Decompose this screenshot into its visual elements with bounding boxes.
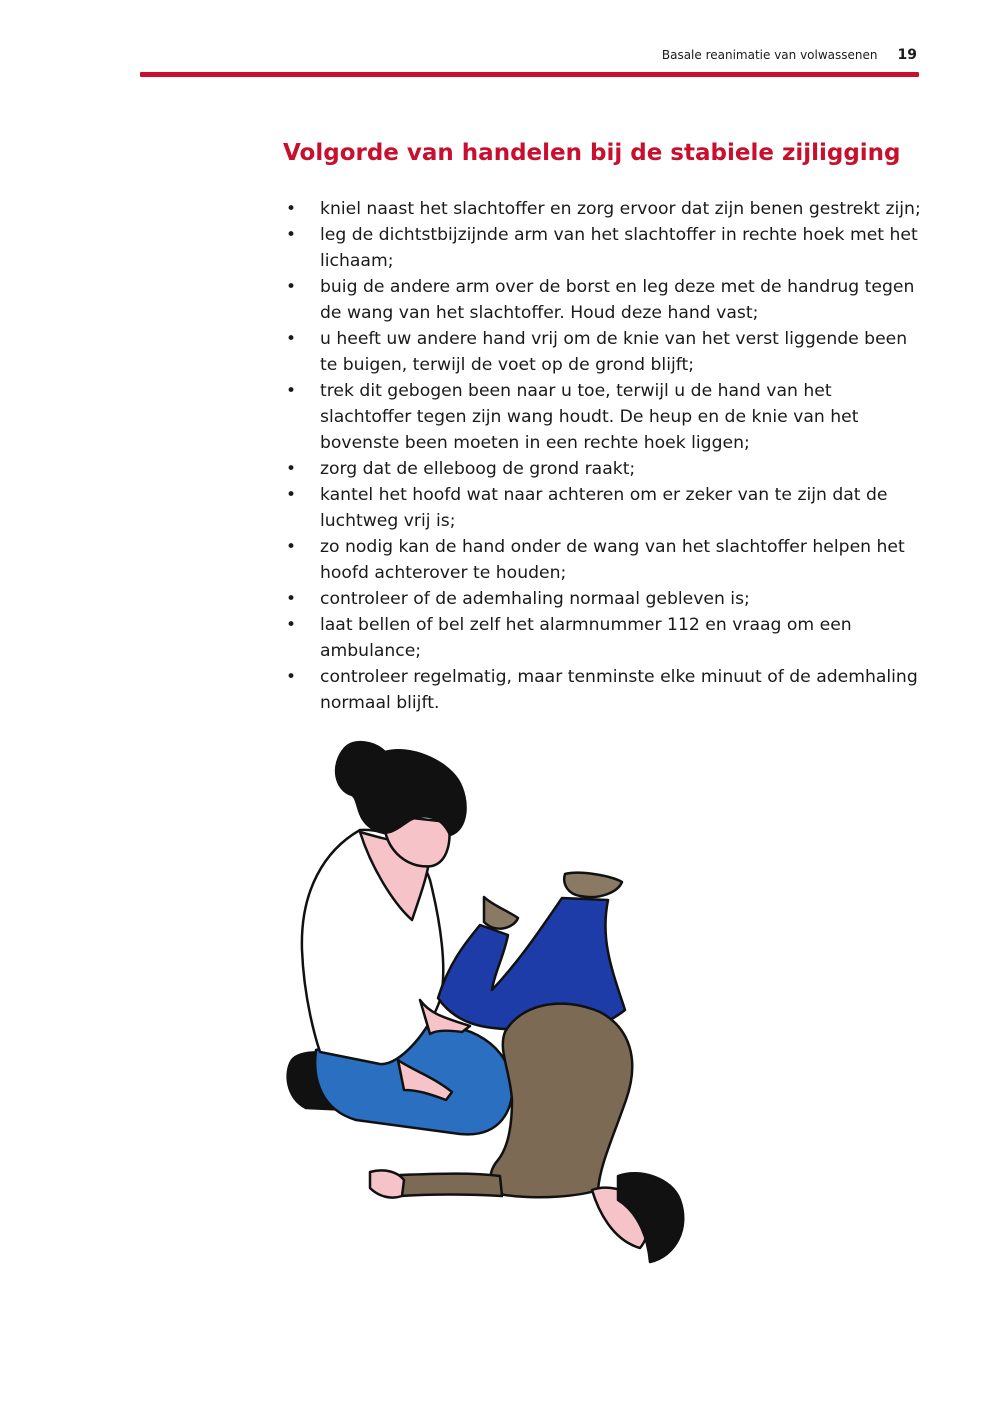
list-item	[283, 612, 923, 664]
victim-hand-shape	[370, 1170, 404, 1197]
bullet-icon: •	[285, 615, 297, 635]
bullet-icon: •	[285, 667, 297, 687]
list-item	[283, 482, 923, 534]
section-title: Volgorde van handelen bij de stabiele zijligging	[283, 140, 901, 166]
bullet-icon: •	[285, 485, 297, 505]
running-title: Basale reanimatie van volwassenen	[661, 48, 878, 62]
list-item	[283, 456, 923, 482]
bullet-icon: •	[285, 459, 297, 479]
list-item	[283, 664, 923, 716]
running-head	[662, 44, 917, 66]
list-item-text: zo nodig kan de hand onder de wang van het slachtoffer helpen het hoofd achterover te houden;	[320, 537, 905, 583]
list-item-text: laat bellen of bel zelf het alarmnummer 112 en vraag om een ambulance;	[320, 615, 852, 661]
bullet-icon: •	[285, 537, 297, 557]
steps-list	[283, 196, 923, 716]
page-number: 19	[897, 47, 917, 63]
victim-shoe-2	[564, 873, 622, 897]
bullet-icon: •	[285, 225, 297, 245]
bullet-icon: •	[285, 381, 297, 401]
list-item	[283, 196, 923, 222]
list-item-text: trek dit gebogen been naar u toe, terwijl u de hand van het slachtoffer tegen zijn wang houdt. De heup en de knie van het bovenste been moeten in een rechte hoek liggen;	[320, 381, 859, 453]
header-rule	[140, 72, 919, 77]
list-item	[283, 534, 923, 586]
list-item	[283, 326, 923, 378]
list-item	[283, 222, 923, 274]
bullet-icon: •	[285, 329, 297, 349]
list-item-text: controleer regelmatig, maar tenminste elke minuut of de ademhaling normaal blijft.	[320, 667, 918, 713]
list-item	[283, 378, 923, 456]
bullet-icon: •	[285, 199, 297, 219]
list-item-text: kantel het hoofd wat naar achteren om er zeker van te zijn dat de luchtweg vrij is;	[320, 485, 888, 531]
list-item-text: zorg dat de elleboog de grond raakt;	[320, 459, 636, 479]
list-item	[283, 586, 923, 612]
list-item-text: leg de dichtstbijzijnde arm van het slachtoffer in rechte hoek met het lichaam;	[320, 225, 918, 271]
list-item-text: controleer of de ademhaling normaal gebleven is;	[320, 589, 750, 609]
victim-arm-shape	[400, 1174, 502, 1196]
list-item-text: buig de andere arm over de borst en leg deze met de handrug tegen de wang van het slachtoffer. Houd deze hand vast;	[320, 277, 915, 323]
list-item	[283, 274, 923, 326]
list-item-text: u heeft uw andere hand vrij om de knie van het verst liggende been te buigen, terwijl de voet op de grond blijft;	[320, 329, 908, 375]
recovery-position-illustration	[275, 730, 695, 1270]
bullet-icon: •	[285, 277, 297, 297]
bullet-icon: •	[285, 589, 297, 609]
victim-jacket-shape	[491, 1004, 633, 1198]
list-item-text: kniel naast het slachtoffer en zorg ervoor dat zijn benen gestrekt zijn;	[320, 199, 921, 219]
victim-shoe-1	[484, 897, 518, 929]
rescuer-hair-shape	[336, 742, 465, 835]
